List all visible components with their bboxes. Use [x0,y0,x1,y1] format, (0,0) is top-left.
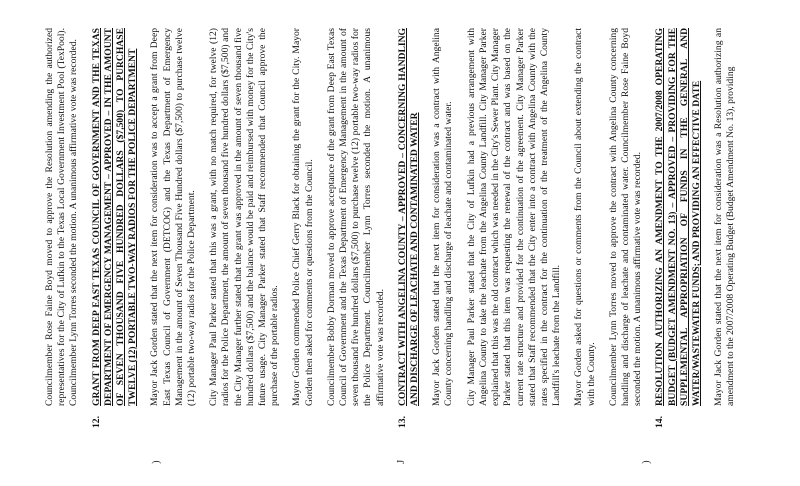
item-number: 13. [396,416,408,428]
margin-mark: ) [640,460,652,464]
paragraph: Mayor Gorden commended Police Chief Gerry Black for obtaining the grant for the City. Mayor Gorden then asked for comments or questions from the Council. [291,28,315,406]
margin-mark: J [395,459,407,464]
margin-mark: ) [150,460,162,464]
paragraph: Mayor Jack Gorden stated that the next item for consideration was a Resolution authorizing an amendment to the 2007/2008 Operating Budget (Budget Amendment No. 13), providing [713,28,737,406]
item-number: 14. [654,416,666,428]
item-heading: CONTRACT WITH ANGELINA COUNTY – APPROVED – CONCERNING HANDLING AND DISCHARGE OF LEACHATE AND CONTAMINATED WATER [396,28,421,406]
paragraph: Mayor Gorden asked for questions or comments from the Council about extending the contract with the County. [573,28,597,406]
paragraph: Councilmember Bobby Dorman moved to approve acceptance of the grant from Deep East Texas Council of Government and the Texas Department of Emergency Management in the amount of seven thousand five hundred dollars ($7,500) to purchase twelve (12) portable two-way radios for the Police Department. Councilmember Lynn Torres seconded the motion. A unanimous affirmative vote was recorded. [325,28,386,406]
agenda-item-12 [91,28,140,428]
agenda-item-14 [654,28,703,428]
paragraph: Mayor Jack Gorden stated that the next item for consideration was a contract with Angelina County concerning handling and discharge of leachate and contaminated water. [431,28,455,406]
paragraph: Councilmember Lynn Torres moved to approve the contract with Angelina County concerning handling and discharge of leachate and contaminated water. Councilmember Rose Faine Boyd seconded the motion. A unanimous affirmative vote was recorded. [607,28,644,406]
item-heading: RESOLUTION AUTHORIZING AN AMENDMENT TO THE 2007/2008 OPERATING BUDGET (BUDGET AMENDMENT NO. 13) – APPROVED – PROVIDING FOR THE SUPPLEMENTAL APPROPRIATION OF FUNDS IN THE GENERAL AND WATER/WASTEWATER FUNDS; AND PROVIDING AN EFFECTIVE DATE [654,28,702,406]
item-number: 12. [90,416,102,428]
paragraph: City Manager Paul Parker stated that the City of Lufkin had a previous arrangement with Angelina County to take the leachate from the Angelina County Landfill. City Manager Parker explained that this was the old contract which was needed in the City's Sewer Plant. City Manager Parker stated that this item was requesting the renewal of the contract and was based on the current rate structure and provided for the continuation of the agreement. City Manager Parker stated that Staff recommended that the City enter into a contract with Angelina County with the rates specified in the contract for the continuation of the treatment of the Angelina County Landfill's leachate from the Landfill. [465,28,563,406]
intro-paragraph: Councilmember Rose Faine Boyd moved to approve the Resolution amending the authorized representatives for the City of Lufkin to the Texas Local Government Investment Pool (TexPool). Councilmember Lynn Torres seconded the motion. A unanimous affirmative vote was recorded. [44,28,80,406]
agenda-item-13 [397,28,421,428]
paragraph: City Manager Paul Parker stated that this was a grant, with no match required, for twelve (12) radios for the Police Department, the amount of seven thousand five hundred dollars ($7,500) and the City Manager further stated that the grant was approved in the amount of seven thousand five hundred dollars ($7,500) and the balance would be paid and reimbursed with money for the City's future usage. City Manager Parker stated that Staff recommended that Council approve the purchase of the portable radios. [208,28,281,406]
paragraph: Mayor Jack Gorden stated that the next item for consideration was to accept a grant from Deep East Texas Council of Government (DETCOG) and the Texas Department of Emergency Management in the amount of Seven Thousand Five Hundred dollars ($7,500) to purchase twelve (12) portable two-way radios for the Police Department. [149,28,198,406]
item-heading: GRANT FROM DEEP EAST TEXAS COUNCIL OF GOVERNMENT AND THE TEXAS DEPARTMENT OF EMERGENCY MANAGEMENT – APPROVED – IN THE AMOUNT OF SEVEN THOUSAND FIVE HUNDRED DOLLARS ($7,500) TO PURCHASE TWELVE (12) PORTABLE TWO-WAY RADIOS FOR THE POLICE DEPARTMENT [90,28,139,406]
minutes-text [44,28,748,428]
